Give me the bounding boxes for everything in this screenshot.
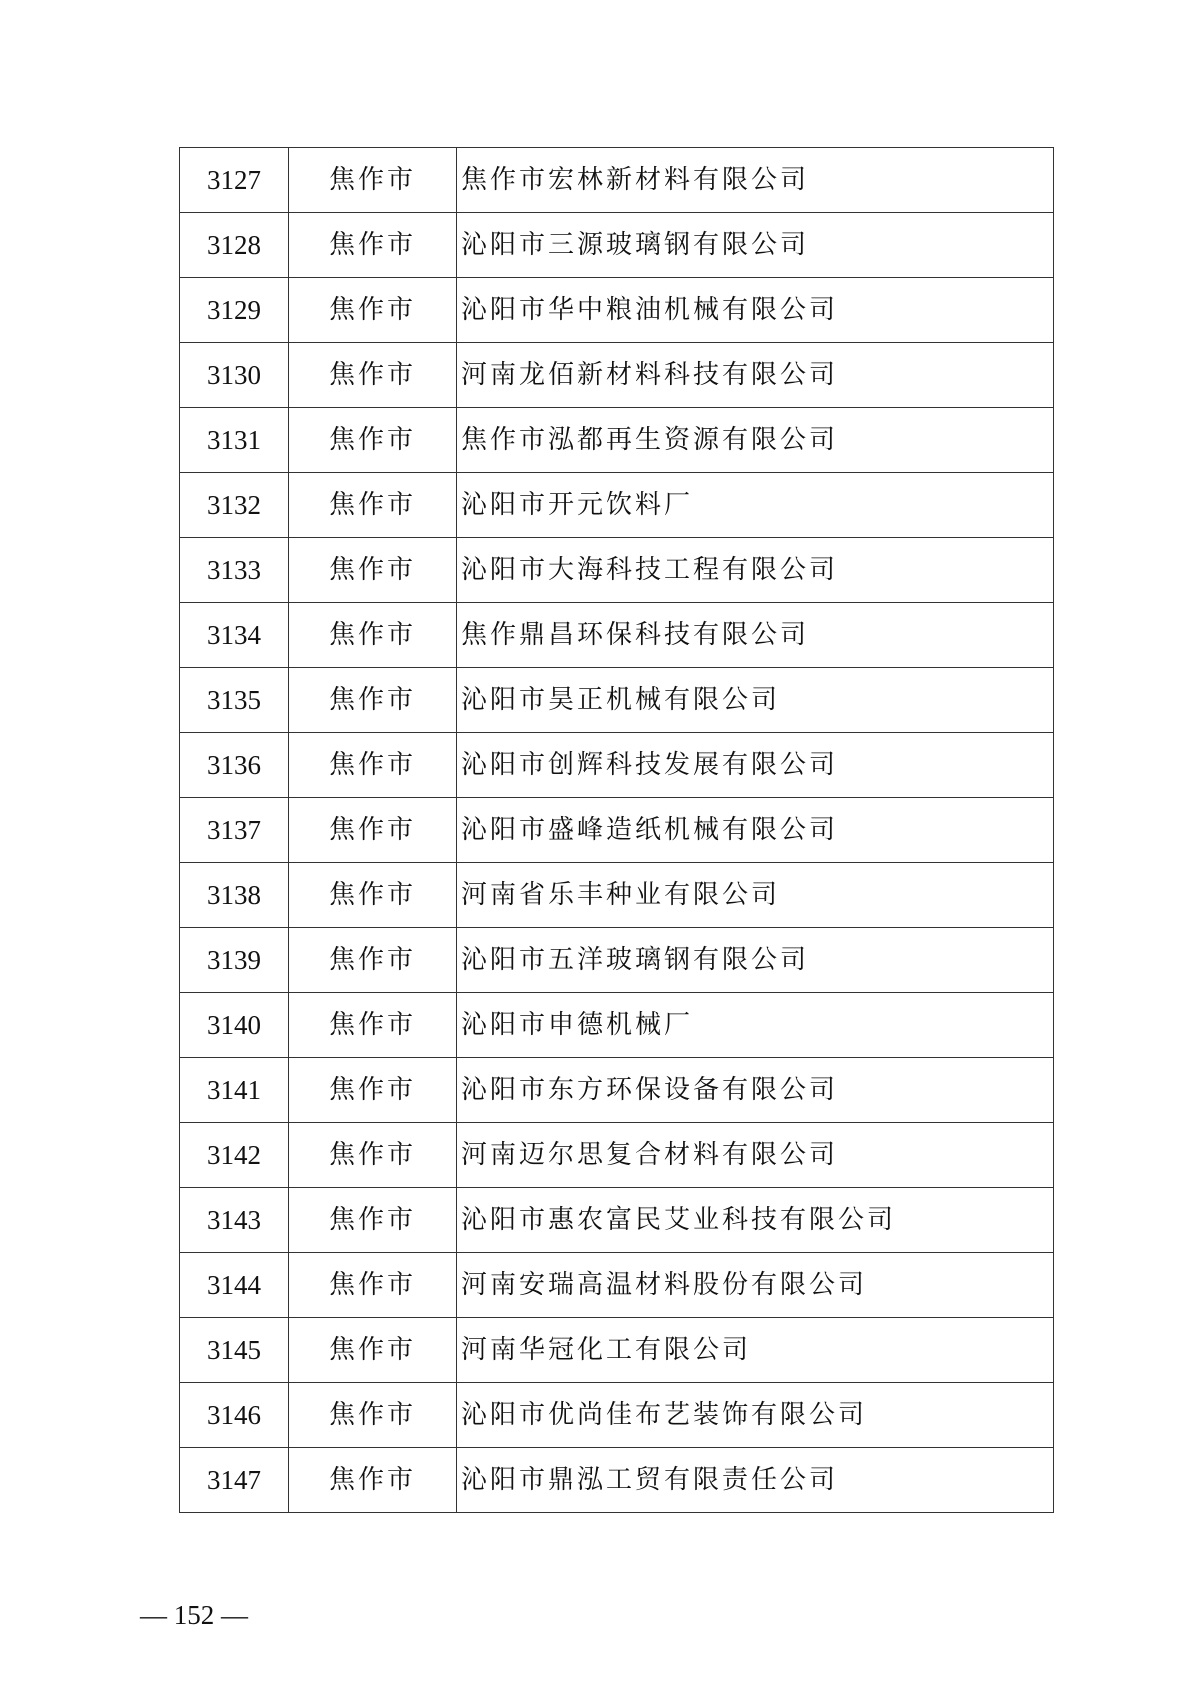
row-company-name-cell: 沁阳市创辉科技发展有限公司	[457, 733, 1054, 798]
row-city-cell: 焦作市	[289, 1123, 457, 1188]
row-city-cell: 焦作市	[289, 603, 457, 668]
row-number-cell: 3127	[180, 148, 289, 213]
page-number: — 152 —	[140, 1600, 248, 1630]
row-city-cell: 焦作市	[289, 928, 457, 993]
row-number-cell: 3132	[180, 473, 289, 538]
table-row	[180, 1253, 1054, 1318]
table-row	[180, 668, 1054, 733]
row-company-name-cell: 河南华冠化工有限公司	[457, 1318, 1054, 1383]
row-company-name-cell: 沁阳市优尚佳布艺装饰有限公司	[457, 1383, 1054, 1448]
row-number-cell: 3131	[180, 408, 289, 473]
row-number-cell: 3140	[180, 993, 289, 1058]
row-company-name-cell: 河南龙佰新材料科技有限公司	[457, 343, 1054, 408]
row-number-cell: 3137	[180, 798, 289, 863]
table-row	[180, 473, 1054, 538]
row-company-name-cell: 沁阳市五洋玻璃钢有限公司	[457, 928, 1054, 993]
row-city-cell: 焦作市	[289, 668, 457, 733]
table-row	[180, 408, 1054, 473]
row-number-cell: 3145	[180, 1318, 289, 1383]
row-number-cell: 3136	[180, 733, 289, 798]
row-company-name-cell: 沁阳市华中粮油机械有限公司	[457, 278, 1054, 343]
row-number-cell: 3129	[180, 278, 289, 343]
table-row	[180, 278, 1054, 343]
row-city-cell: 焦作市	[289, 1188, 457, 1253]
row-number-cell: 3144	[180, 1253, 289, 1318]
table-row	[180, 1383, 1054, 1448]
row-city-cell: 焦作市	[289, 993, 457, 1058]
table-row	[180, 343, 1054, 408]
table-body	[180, 148, 1054, 1513]
row-city-cell: 焦作市	[289, 1318, 457, 1383]
row-company-name-cell: 河南省乐丰种业有限公司	[457, 863, 1054, 928]
table-row	[180, 213, 1054, 278]
table-row	[180, 148, 1054, 213]
row-company-name-cell: 沁阳市盛峰造纸机械有限公司	[457, 798, 1054, 863]
row-number-cell: 3139	[180, 928, 289, 993]
row-number-cell: 3133	[180, 538, 289, 603]
row-company-name-cell: 沁阳市三源玻璃钢有限公司	[457, 213, 1054, 278]
row-city-cell: 焦作市	[289, 343, 457, 408]
row-city-cell: 焦作市	[289, 1058, 457, 1123]
row-number-cell: 3146	[180, 1383, 289, 1448]
row-company-name-cell: 河南迈尔思复合材料有限公司	[457, 1123, 1054, 1188]
table-row	[180, 1058, 1054, 1123]
row-city-cell: 焦作市	[289, 798, 457, 863]
table-row	[180, 928, 1054, 993]
row-company-name-cell: 沁阳市开元饮料厂	[457, 473, 1054, 538]
table-row	[180, 1123, 1054, 1188]
row-company-name-cell: 焦作市泓都再生资源有限公司	[457, 408, 1054, 473]
row-number-cell: 3130	[180, 343, 289, 408]
row-company-name-cell: 河南安瑞高温材料股份有限公司	[457, 1253, 1054, 1318]
row-city-cell: 焦作市	[289, 1448, 457, 1513]
row-number-cell: 3143	[180, 1188, 289, 1253]
row-company-name-cell: 沁阳市大海科技工程有限公司	[457, 538, 1054, 603]
row-company-name-cell: 沁阳市惠农富民艾业科技有限公司	[457, 1188, 1054, 1253]
table-row	[180, 863, 1054, 928]
row-number-cell: 3135	[180, 668, 289, 733]
row-city-cell: 焦作市	[289, 408, 457, 473]
row-company-name-cell: 焦作市宏林新材料有限公司	[457, 148, 1054, 213]
table-row	[180, 1448, 1054, 1513]
row-city-cell: 焦作市	[289, 863, 457, 928]
row-number-cell: 3134	[180, 603, 289, 668]
row-city-cell: 焦作市	[289, 1253, 457, 1318]
row-number-cell: 3141	[180, 1058, 289, 1123]
table-row	[180, 1188, 1054, 1253]
row-number-cell: 3142	[180, 1123, 289, 1188]
table-row	[180, 1318, 1054, 1383]
row-number-cell: 3147	[180, 1448, 289, 1513]
row-number-cell: 3138	[180, 863, 289, 928]
row-city-cell: 焦作市	[289, 278, 457, 343]
row-company-name-cell: 焦作鼎昌环保科技有限公司	[457, 603, 1054, 668]
row-city-cell: 焦作市	[289, 148, 457, 213]
row-city-cell: 焦作市	[289, 1383, 457, 1448]
row-city-cell: 焦作市	[289, 733, 457, 798]
row-city-cell: 焦作市	[289, 473, 457, 538]
table-row	[180, 993, 1054, 1058]
row-company-name-cell: 沁阳市昊正机械有限公司	[457, 668, 1054, 733]
table-row	[180, 733, 1054, 798]
row-company-name-cell: 沁阳市申德机械厂	[457, 993, 1054, 1058]
row-company-name-cell: 沁阳市鼎泓工贸有限责任公司	[457, 1448, 1054, 1513]
row-number-cell: 3128	[180, 213, 289, 278]
row-city-cell: 焦作市	[289, 213, 457, 278]
row-city-cell: 焦作市	[289, 538, 457, 603]
table-row	[180, 538, 1054, 603]
row-company-name-cell: 沁阳市东方环保设备有限公司	[457, 1058, 1054, 1123]
table-row	[180, 798, 1054, 863]
company-list-table	[179, 147, 1054, 1513]
table-row	[180, 603, 1054, 668]
